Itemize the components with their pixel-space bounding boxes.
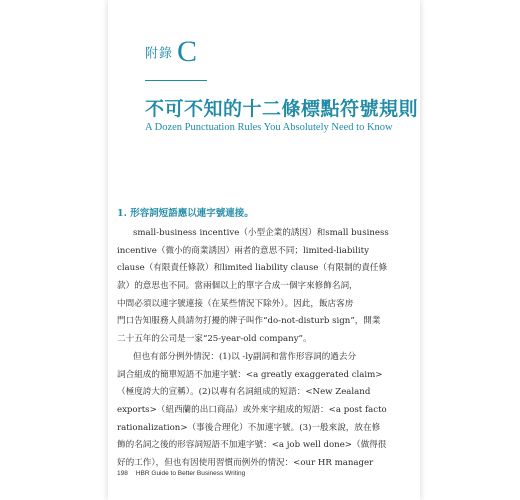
- appendix-label: 附錄: [145, 46, 174, 62]
- section-heading: 1. 形容詞短語應以連字號連接。: [117, 208, 254, 219]
- body-text: [117, 225, 395, 473]
- body-line: 款）的意思也不同。當兩個以上的單字合成一個字來修飾名詞，: [117, 281, 358, 292]
- book-title: HBR Guide to Better Business Writing: [135, 470, 246, 477]
- body-line: incentive（微小的商業誘因）兩者的意思不同；limited-liability: [117, 245, 369, 256]
- page-number: 198: [117, 470, 128, 477]
- body-line: 二十五年的公司是一家“25-year-old company”。: [117, 334, 312, 345]
- body-line: 但也有部分例外情況：(1)以 -ly副詞和當作形容詞的過去分: [133, 351, 357, 362]
- body-line: 詞合組成的簡單短語不加連字號：<a greatly exaggerated claim>: [117, 369, 383, 380]
- body-line: 好的工作），但也有因使用習慣而例外的情況：<our HR manager: [117, 457, 374, 468]
- appendix-letter: C: [177, 35, 198, 68]
- body-line: rationalization>（事後合理化）不加連字號。(3)一般來說，放在修: [117, 422, 381, 433]
- title-divider: [145, 80, 207, 81]
- body-line: clause（有限責任條款）和limited liability clause（有限制的責任條: [117, 263, 388, 274]
- body-line: （極度誇大的宣稱）。(2)以專有名詞組成的短語：<New Zealand: [117, 387, 371, 398]
- body-line: 門口告知服務人員請勿打擾的牌子叫作“do-not-disturb sign”，開業: [117, 316, 381, 327]
- appendix-marker: [145, 35, 197, 69]
- body-line: 飾的名詞之後的形容詞短語不加連字號：<a job well done>（做得很: [117, 440, 387, 451]
- page-footer: [117, 470, 245, 477]
- body-line: 中間必須以連字號連接（在某些情況下除外）。因此，飯店客房: [117, 298, 354, 309]
- body-line: small-business incentive（小型企業的誘因）和small business: [133, 228, 389, 238]
- page-subtitle: A Dozen Punctuation Rules You Absolutely Need to Know: [145, 122, 393, 133]
- body-line: exports>（紐西蘭的出口商品）或外來字組成的短語：<a post facto: [117, 404, 387, 415]
- page-title: 不可不知的十二條標點符號規則: [145, 98, 419, 120]
